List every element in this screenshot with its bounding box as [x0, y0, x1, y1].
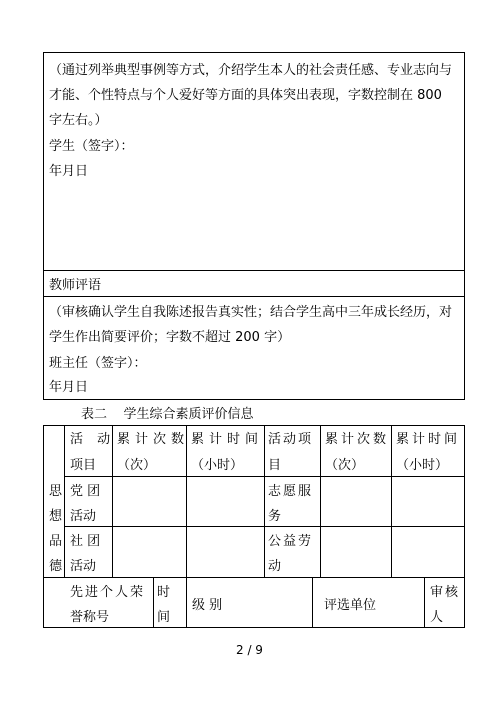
- honor-unit-label: 评选单位: [324, 598, 377, 613]
- honor-reviewer-label-2: 人: [430, 610, 444, 625]
- header-cumulative-count: 累计次数: [117, 432, 190, 447]
- header-activity-item-b-2: 目: [268, 458, 282, 473]
- row-public-labor-2: 动: [268, 559, 282, 574]
- row-public-labor: 公益劳: [268, 534, 314, 549]
- table-col-line: [64, 425, 65, 577]
- header-cumulative-count-b: 累计次数: [325, 432, 390, 447]
- header-cumulative-hours: 累计时间: [191, 432, 264, 447]
- row-club-activity: 社 团: [70, 534, 101, 549]
- header-cumulative-hours-b-unit: （小时）: [396, 458, 449, 473]
- teacher-date-label: 年月日: [49, 380, 89, 395]
- header-activity-item-2: 项目: [70, 458, 97, 473]
- honor-time-label-2: 间: [157, 610, 171, 625]
- honor-title-label: 先进个人荣: [70, 585, 146, 600]
- row-party-league-activity: 党 团: [70, 484, 101, 499]
- honor-reviewer-label: 审核: [430, 585, 461, 600]
- table-col-line: [320, 425, 321, 577]
- table-col-line: [312, 577, 313, 628]
- teacher-comment-heading: 教师评语: [49, 278, 102, 293]
- header-activity-item-b: 活动项: [268, 432, 314, 447]
- row-party-league-activity-2: 活动: [70, 509, 97, 524]
- table-col-line: [424, 577, 425, 628]
- table-row-line: [43, 577, 465, 578]
- student-signature-label: 学生（签字）：: [49, 139, 134, 154]
- header-cumulative-hours-unit: （小时）: [191, 458, 244, 473]
- honor-level-label: 级 别: [192, 598, 223, 613]
- teacher-signature-label: 班主任（签字）：: [49, 356, 147, 371]
- header-cumulative-count-b-unit: （次）: [325, 458, 365, 473]
- side-label-char: 德: [49, 559, 63, 574]
- table-caption: 表二 学生综合素质评价信息: [81, 407, 254, 422]
- honor-time-label: 时: [157, 585, 171, 600]
- table-col-line: [264, 425, 265, 577]
- table-col-line: [186, 425, 187, 628]
- table-col-line: [153, 577, 154, 628]
- header-cumulative-hours-b: 累计时间: [396, 432, 461, 447]
- statement-line-1: （通过列举典型事例等方式，介绍学生本人的社会责任感、专业志向与: [49, 63, 453, 78]
- table-row-line: [65, 476, 465, 477]
- side-label-char: 想: [49, 509, 63, 524]
- table-col-line: [391, 425, 392, 577]
- row-volunteer-service: 志愿服: [268, 484, 314, 499]
- table-row-line: [65, 526, 465, 527]
- honor-title-label-2: 誉称号: [70, 610, 110, 625]
- row-club-activity-2: 活动: [70, 559, 97, 574]
- header-activity-item: 活 动: [70, 432, 116, 447]
- statement-line-3: 字左右。）: [49, 113, 108, 128]
- page-number: 2 / 9: [236, 643, 263, 657]
- statement-line-2: 才能、个性特点与个人爱好等方面的具体突出表现，字数控制在 800: [49, 88, 442, 103]
- side-label-char: 品: [49, 534, 63, 549]
- header-cumulative-count-unit: （次）: [117, 458, 157, 473]
- statement-box: [43, 52, 465, 271]
- teacher-comment-line-1: （审核确认学生自我陈述报告真实性；结合学生高中三年成长经历，对: [49, 305, 453, 320]
- side-label-char: 思: [49, 484, 63, 499]
- teacher-heading-divider: [43, 296, 465, 297]
- row-volunteer-service-2: 务: [268, 509, 282, 524]
- teacher-comment-line-2: 学生作出简要评价；字数不超过 200 字）: [49, 330, 291, 345]
- student-date-label: 年月日: [49, 164, 89, 179]
